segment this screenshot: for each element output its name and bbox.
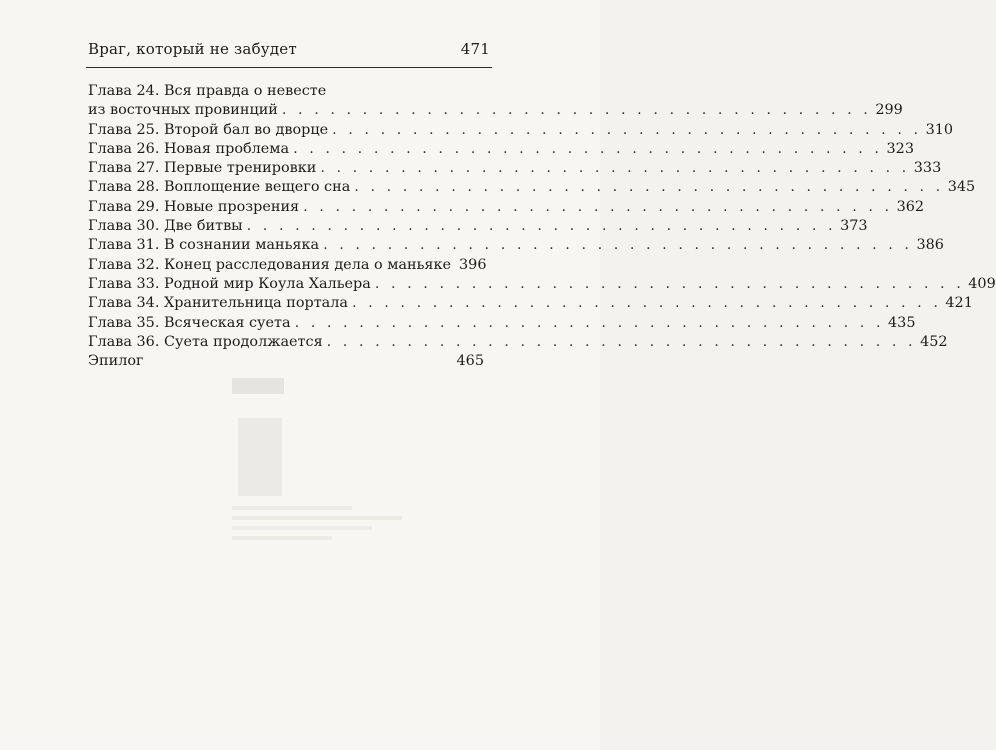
toc-entry-title: Глава 29. Новые прозрения [88, 198, 300, 215]
toc-entry-title: Глава 28. Воплощение вещего сна [88, 179, 351, 196]
dot-leader: . . . . . . . . . . . . . . . . . . . . . . . . . . . . . . . . . . . . . [281, 102, 872, 119]
toc-entry-page: 299 [875, 102, 903, 119]
toc-entry-title: Глава 32. Конец расследования дела о маньяке [88, 256, 452, 273]
toc-entry [88, 294, 973, 313]
toc-entry-title: Глава 25. Второй бал во дворце [88, 121, 329, 138]
dot-leader: . . . . . . . . . . . . . . . . . . . . . . . . . . . . . . . . . . . . . [351, 295, 942, 312]
toc-entry-title: Глава 33. Родной мир Коула Хальера [88, 275, 371, 292]
dot-leader: . . . . . . . . . . . . . . . . . . . . . . . . . . . . . . . . . . . . . [293, 140, 883, 157]
toc-entry-title: Глава 26. Новая проблема [88, 140, 290, 157]
dot-leader: . . . . . . . . . . . . . . . . . . . . . . . . . . . . . . . . . . . . . [332, 121, 922, 138]
dot-leader: . . . . . . . . . . . . . . . . . . . . . . . . . . . . . . . . . . . . . [303, 198, 893, 215]
toc-entry-page: 345 [947, 179, 976, 196]
toc-entry-page: 386 [916, 237, 944, 254]
toc-entry [88, 159, 942, 178]
running-header [88, 40, 490, 66]
page-number: 471 [460, 40, 490, 58]
toc-entry [88, 121, 954, 140]
header-rule [86, 67, 492, 68]
toc-entry [88, 352, 484, 371]
toc-entry-title: из восточных провинций [88, 102, 278, 119]
toc-entry [88, 236, 944, 255]
dot-leader: . . . . . . . . . . . . . . . . . . . . . . . . . . . . . . . . . . . . . [294, 314, 885, 331]
toc-entry-page: 362 [896, 198, 925, 215]
toc-entry-title: Глава 30. Две битвы [88, 218, 243, 235]
toc-entry-page: 323 [886, 140, 914, 157]
toc-entry-page: 373 [840, 218, 868, 235]
toc-entry-title: Глава 24. Вся правда о невесте [88, 83, 327, 99]
toc-entry-page: 310 [925, 121, 954, 138]
toc-entry [88, 198, 925, 217]
toc-entry-page: 421 [945, 295, 973, 312]
table-of-contents [88, 82, 996, 371]
toc-entry [88, 256, 487, 275]
dot-leader: . . . . . . . . . . . . . . . . . . . . . . . . . . . . . . . . . . . . . [246, 218, 837, 235]
toc-entry-title: Глава 27. Первые тренировки [88, 160, 317, 177]
toc-entry-page: 452 [920, 333, 948, 350]
dot-leader: . . . . . . . . . . . . . . . . . . . . . . . . . . . . . . . . . . . . . [354, 179, 944, 196]
toc-entry-title: Глава 35. Всяческая суета [88, 314, 291, 331]
toc-entry [88, 101, 903, 120]
dot-leader: . . . . . . . . . . . . . . . . . . . . . . . . . . . . . . . . . . . . . [320, 160, 910, 177]
toc-entry [88, 333, 948, 352]
toc-entry-title: Глава 31. В сознании маньяка [88, 237, 320, 254]
toc-entry-title: Глава 36. Суета продолжается [88, 333, 323, 350]
toc-entry [88, 178, 976, 197]
dot-leader: . . . . . . . . . . . . . . . . . . . . . . . . . . . . . . . . . . . . . [374, 275, 965, 292]
toc-entry-page: 465 [456, 353, 484, 370]
toc-entry-page: 333 [913, 160, 942, 177]
running-title: Враг, который не забудет [88, 40, 297, 58]
dot-leader: . . . . . . . . . . . . . . . . . . . . . . . . . . . . . . . . . . . . . [326, 333, 917, 350]
toc-entry [88, 82, 484, 101]
toc-entry [88, 275, 996, 294]
toc-entry-page: 396 [459, 256, 487, 273]
toc-entry-page: 409 [968, 275, 996, 292]
toc-entry-page: 435 [888, 314, 916, 331]
toc-entry [88, 140, 914, 159]
toc-entry-title: Эпилог [88, 353, 144, 370]
toc-entry-title: Глава 34. Хранительница портала [88, 295, 348, 312]
dot-leader: . . . . . . . . . . . . . . . . . . . . . . . . . . . . . . . . . . . . . [323, 237, 913, 254]
toc-entry [88, 314, 916, 333]
toc-entry [88, 217, 868, 236]
